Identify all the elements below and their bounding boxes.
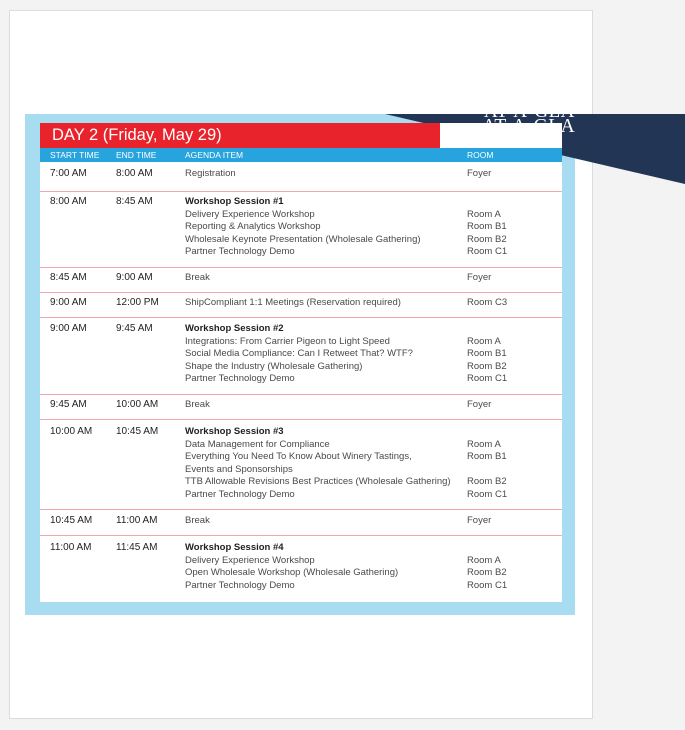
room-line: Room C1 xyxy=(467,373,508,384)
agenda-item xyxy=(185,272,210,285)
item-line: Partner Technology Demo xyxy=(185,488,295,500)
item-line: Wholesale Keynote Presentation (Wholesale Gathering) xyxy=(185,233,421,245)
col-start-time: START TIME xyxy=(50,150,100,160)
room-line: Room B1 xyxy=(467,348,507,359)
item-line: Integrations: From Carrier Pigeon to Light Speed xyxy=(185,335,390,347)
item-line: Partner Technology Demo xyxy=(185,579,295,591)
item-line: Shape the Industry (Wholesale Gathering) xyxy=(185,360,363,372)
session-title: Workshop Session #3 xyxy=(185,426,284,437)
agenda-item xyxy=(185,297,401,310)
item-line: Break xyxy=(185,515,210,526)
item-line: TTB Allowable Revisions Best Practices (Wholesale Gathering) xyxy=(185,476,451,487)
col-end-time: END TIME xyxy=(116,150,157,160)
item-line: Delivery Experience Workshop xyxy=(185,554,315,566)
room-line: Room B2 xyxy=(467,233,507,245)
room-line: Room B1 xyxy=(467,451,507,462)
room-line: Room A xyxy=(467,335,501,347)
agenda-panel xyxy=(40,123,562,602)
room xyxy=(467,426,507,501)
end-time: 10:00 AM xyxy=(116,399,159,410)
agenda-item xyxy=(185,323,413,386)
room xyxy=(467,196,507,259)
room xyxy=(467,168,491,181)
item-line: Reporting & Analytics Workshop xyxy=(185,221,321,232)
agenda-item xyxy=(185,196,421,259)
item-line: ShipCompliant 1:1 Meetings (Reservation required) xyxy=(185,297,401,308)
agenda-row xyxy=(40,515,562,536)
col-room: ROOM xyxy=(467,150,494,160)
agenda-row xyxy=(40,399,562,420)
start-time: 9:00 AM xyxy=(50,323,87,334)
room-line: Room A xyxy=(467,438,501,450)
session-title: Workshop Session #4 xyxy=(185,542,284,553)
room-line: Room C1 xyxy=(467,579,508,591)
start-time: 7:00 AM xyxy=(50,168,87,179)
room-line: Foyer xyxy=(467,168,492,179)
room-line: Foyer xyxy=(467,399,492,410)
item-line: Registration xyxy=(185,168,236,179)
agenda-row xyxy=(40,196,562,268)
room-line: Foyer xyxy=(467,515,492,526)
room-line: Room C1 xyxy=(467,246,508,257)
banner-title-cropped xyxy=(484,101,575,109)
agenda-row xyxy=(40,426,562,510)
agenda-item xyxy=(185,168,236,181)
room xyxy=(467,323,507,386)
item-line: Break xyxy=(185,272,210,283)
room-line: Room B2 xyxy=(467,476,507,487)
start-time: 9:45 AM xyxy=(50,399,87,410)
day-heading: DAY 2 (Friday, May 29) xyxy=(40,123,440,148)
agenda-item xyxy=(185,399,210,412)
room xyxy=(467,542,507,592)
end-time: 11:45 AM xyxy=(116,542,158,553)
item-line: Partner Technology Demo xyxy=(185,373,295,384)
start-time: 10:45 AM xyxy=(50,515,93,526)
end-time: 8:00 AM xyxy=(116,168,153,179)
room xyxy=(467,297,507,310)
start-time: 11:00 AM xyxy=(50,542,92,553)
col-agenda-item: AGENDA ITEM xyxy=(185,150,244,160)
end-time: 12:00 PM xyxy=(116,297,159,308)
column-header-row xyxy=(40,148,562,162)
room-line: Room C1 xyxy=(467,488,508,500)
room-line: Room B1 xyxy=(467,221,507,232)
end-time: 9:00 AM xyxy=(116,272,153,283)
item-line: Open Wholesale Workshop (Wholesale Gathering) xyxy=(185,567,399,578)
agenda-row xyxy=(40,542,562,594)
room xyxy=(467,399,491,412)
room-line: Room A xyxy=(467,554,501,566)
item-line: Everything You Need To Know About Winery Tastings, xyxy=(185,451,412,462)
session-title: Workshop Session #1 xyxy=(185,196,284,207)
room-line xyxy=(467,464,507,477)
agenda-item xyxy=(185,542,398,592)
item-line: Partner Technology Demo xyxy=(185,246,295,257)
start-time: 10:00 AM xyxy=(50,426,93,437)
agenda-row xyxy=(40,168,562,192)
end-time: 11:00 AM xyxy=(116,515,158,526)
room xyxy=(467,515,491,528)
agenda-row xyxy=(40,272,562,293)
item-line: Social Media Compliance: Can I Retweet That? WTF? xyxy=(185,348,413,359)
end-time: 10:45 AM xyxy=(116,426,159,437)
room-line: Room B2 xyxy=(467,360,507,372)
item-line: Events and Sponsorships xyxy=(185,463,293,475)
agenda-frame xyxy=(25,114,575,615)
end-time: 9:45 AM xyxy=(116,323,153,334)
item-line: Data Management for Compliance xyxy=(185,438,330,450)
item-line: Break xyxy=(185,399,210,410)
agenda-row xyxy=(40,323,562,395)
agenda-item xyxy=(185,426,451,501)
room-line: Room A xyxy=(467,208,501,220)
session-title: Workshop Session #2 xyxy=(185,323,284,334)
room-line: Foyer xyxy=(467,272,492,283)
banner-title: AT-A-GLA xyxy=(482,116,576,137)
start-time: 9:00 AM xyxy=(50,297,87,308)
start-time: 8:45 AM xyxy=(50,272,87,283)
room-line: Room B2 xyxy=(467,567,507,578)
room-line: Room C3 xyxy=(467,297,508,308)
agenda-item xyxy=(185,515,210,528)
agenda-row xyxy=(40,297,562,318)
start-time: 8:00 AM xyxy=(50,196,87,207)
room xyxy=(467,272,491,285)
item-line: Delivery Experience Workshop xyxy=(185,208,315,220)
end-time: 8:45 AM xyxy=(116,196,153,207)
